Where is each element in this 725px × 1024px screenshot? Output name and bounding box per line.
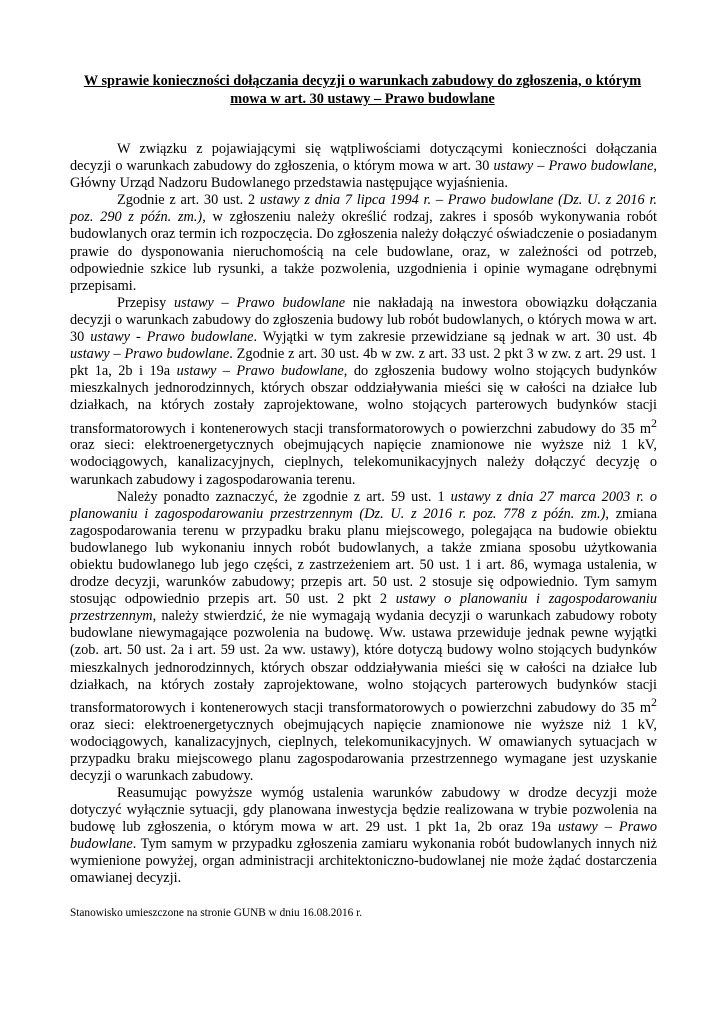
p1-text-c: , Główny Urząd Nadzoru Budowlanego przedstawia następujące wyjaśnienia. [70,158,657,192]
p4-text-f: oraz sieci: elektroenergetycznych obejmujących napięcie znamionowe nie wyższe niż 1 kV, wodociągowych, kanalizacyjnych, cieplnych, telekomunikacyjnych. W omawianych sytuacjach w przypadku braku miejscowego planu zagospodarowania przestrzennego wymagane jest uzyskanie decyzji o warunkach zabudowy. [70,716,657,784]
p3-text-c: nie nakładają na inwestora obowiązku dołączania decyzji o warunkach zabudowy do zgłoszenia budowy lub robót budowlanych, o których mowa w art. 30 [70,294,657,346]
p2-italic-b: ustawy z dnia 7 lipca 1994 r. – Prawo budowlane (Dz. U. z 2016 r. poz. 290 z późn. zm.) [70,192,657,226]
p3-text-a: Przepisy [117,294,175,311]
p3-italic-f: ustawy – Prawo budowlane [70,346,230,363]
p4-superscript: 2 [651,694,657,709]
paragraph-1 [70,141,657,192]
p5-italic-b: ustawy – Prawo budowlane [70,819,657,853]
publication-note: Stanowisko umieszczone na stronie GUNB w dniu 16.08.2016 r. [70,907,363,919]
p3-text-g: . Zgodnie z art. 30 ust. 4b w zw. z art. 33 ust. 2 pkt 3 w zw. z art. 29 ust. 1 pkt 1a, 2b i 19a [70,346,657,380]
p4-text-a: Należy ponadto zaznaczyć, że zgodnie z art. 59 ust. 1 [117,488,451,505]
p3-italic-h: ustawy – Prawo budowlane [176,363,344,380]
paragraph-3 [70,295,657,489]
paragraph-2 [70,192,657,295]
p3-text-e: . Wyjątki w tym zakresie przewidziane są jednak w art. 30 ust. 4b [253,329,657,346]
p3-superscript: 2 [651,415,657,430]
p3-text-i: , do zgłoszenia budowy wolno stojących budynków mieszkalnych jednorodzinnych, których obszar oddziaływania mieści się w całości na działce lub działkach, na których zostały zaprojektowane, wolno stojących parterowych budynków stacji transformatorowych i kontenerowych stacji transformatorowych o powierzchni zabudowy do 35 m [70,363,657,437]
p4-text-c: , zmiana zagospodarowania terenu w przypadku braku planu miejscowego, polegająca na budowie obiektu budowlanego lub wykonaniu innych robót budowlanych, a także zmiana sposobu użytkowania obiektu budowlanego lub jego części, z zastrzeżeniem art. 50 ust. 1 i art. 86, wymaga ustalenia, w drodze decyzji, warunków zabudowy; przepis art. 50 ust. 2 stosuje się odpowiednio. Tym samym stosując odpowiednio przepis art. 50 ust. 2 pkt 2 [70,505,657,608]
document-body [70,141,657,888]
paragraph-4 [70,489,657,785]
p4-italic-b: ustawy z dnia 27 marca 2003 r. o planowaniu i zagospodarowaniu przestrzennym (Dz. U. z 2016 r. poz. 778 z późn. zm.) [70,488,658,522]
p5-text-a: Reasumując powyższe wymóg ustalenia warunków zabudowy w drodze decyzji może dotyczyć wyłącznie sytuacji, gdy planowana inwestycja będzie realizowana w trybie pozwolenia na budowę lub zgłoszenia, o którym mowa w art. 29 ust. 1 pkt 1a, 2b oraz 19a [70,785,657,836]
p3-text-j: oraz sieci: elektroenergetycznych obejmujących napięcie znamionowe nie wyższe niż 1 kV, wodociągowych, kanalizacyjnych, cieplnych, telekomunikacyjnych należy dołączyć decyzję o warunkach zabudowy i zagospodarowania terenu. [70,437,657,488]
paragraph-5 [70,785,657,888]
p3-italic-b: ustawy – Prawo budowlane [174,294,346,311]
p1-italic-b: ustawy – Prawo budowlane [493,158,654,175]
p3-italic-d: ustawy - Prawo budowlane [90,329,254,346]
p5-text-c: . Tym samym w przypadku zgłoszenia zamiaru wykonania robót budowlanych innych niż wymienione powyżej, organ administracji architektoniczno-budowlanej nie może żądać dostarczenia omawianej decyzji. [70,836,657,887]
p4-italic-d: ustawy o planowaniu i zagospodarowaniu przestrzennym [70,591,657,625]
p1-text-a: W związku z pojawiającymi się wątpliwościami dotyczącymi konieczności dołączania decyzji o warunkach zabudowy do zgłoszenia, o którym mowa w art. 30 [70,141,657,175]
p2-text-c: , w zgłoszeniu należy określić rodzaj, zakres i sposób wykonywania robót budowlanych oraz termin ich rozpoczęcia. Do zgłoszenia należy dołączyć oświadczenie o posiadanym prawie do dysponowania nieruchomością na cele budowlane, oraz, w zależności od potrzeb, odpowiednie szkice lub rysunki, a także pozwolenia, uzgodnienia i opinie wymagane odrębnymi przepisami. [70,209,657,294]
document-title: W sprawie konieczności dołączania decyzji o warunkach zabudowy do zgłoszenia, o którym mowa w art. 30 ustawy – Prawo budowlane [83,73,642,107]
p4-text-e: , należy stwierdzić, że nie wymagają wydania decyzji o warunkach zabudowy roboty budowlane niewymagające pozwolenia na budowę. Ww. ustawa przewiduje jednak pewne wyjątki (zob. art. 50 ust. 2a i art. 59 ust. 2a ww. ustawy), które dotyczą budowy wolno stojących budynków mieszkalnych jednorodzinnych, których obszar oddziaływania mieści się w całości na działce lub działkach, na których zostały zaprojektowane, wolno stojących parterowych budynków stacji transformatorowych i kontenerowych stacji transformatorowych o powierzchni zabudowy do 35 m [70,608,657,716]
p2-text-a: Zgodnie z art. 30 ust. 2 [117,192,260,209]
